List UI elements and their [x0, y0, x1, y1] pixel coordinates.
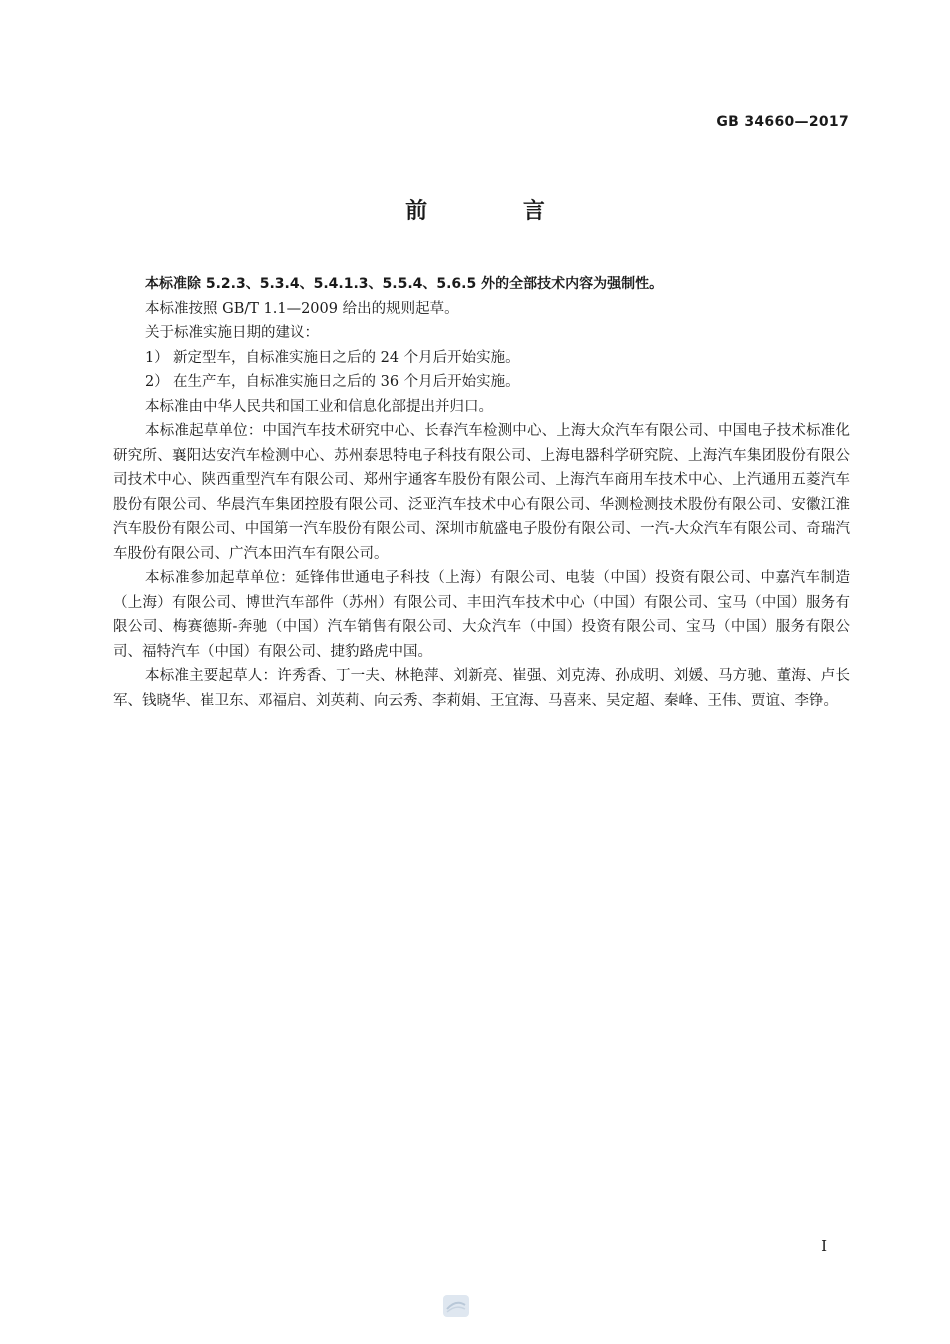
foreword-body	[113, 272, 850, 713]
list-item-number: 2）	[145, 374, 169, 390]
list-item-text: 新定型车，自标准实施日之后的 24 个月后开始实施。	[173, 349, 520, 366]
page-title: 前 言	[405, 199, 589, 224]
paragraph-proposer: 本标准由中华人民共和国工业和信息化部提出并归口。	[145, 398, 493, 415]
page-number: I	[821, 1237, 827, 1255]
list-item-text: 在生产车，自标准实施日之后的 36 个月后开始实施。	[173, 374, 520, 390]
standard-code: GB 34660—2017	[716, 114, 849, 130]
sac-logo-icon	[443, 1295, 469, 1317]
paragraph-participating-units: 本标准参加起草单位：延锋伟世通电子科技（上海）有限公司、电装（中国）投资有限公司、中嘉汽车制造（上海）有限公司、博世汽车部件（苏州）有限公司、丰田汽车技术中心（中国）有限公司、宝马（中国）服务有限公司、梅赛德斯-奔驰（中国）汽车销售有限公司、大众汽车（中国）投资有限公司、宝马（中国）服务有限公司、福特汽车（中国）有限公司、捷豹路虎中国。	[113, 570, 850, 660]
paragraph-main-drafters: 本标准主要起草人：许秀香、丁一夫、林艳萍、刘新亮、崔强、刘克涛、孙成明、刘媛、马方驰、董海、卢长军、钱晓华、崔卫东、邓福启、刘英莉、向云秀、李莉娟、王宜海、马喜来、吴定超、秦峰、王伟、贾谊、李铮。	[113, 668, 850, 709]
paragraph-implementation-intro: 关于标准实施日期的建议：	[145, 325, 319, 341]
list-item-number: 1）	[145, 349, 169, 366]
paragraph-drafting-units: 本标准起草单位：中国汽车技术研究中心、长春汽车检测中心、上海大众汽车有限公司、中国电子技术标准化研究所、襄阳达安汽车检测中心、苏州泰思特电子科技有限公司、上海电器科学研究院、上海汽车集团股份有限公司技术中心、陕西重型汽车有限公司、郑州宇通客车股份有限公司、上海汽车商用车技术中心、上汽通用五菱汽车股份有限公司、华晨汽车集团控股有限公司、泛亚汽车技术中心有限公司、华测检测技术股份有限公司、安徽江淮汽车股份有限公司、中国第一汽车股份有限公司、深圳市航盛电子股份有限公司、一汽-大众汽车有限公司、奇瑞汽车股份有限公司、广汽本田汽车有限公司。	[113, 423, 850, 562]
paragraph-drafting-rules: 本标准按照 GB/T 1.1—2009 给出的规则起草。	[145, 300, 459, 317]
list-item	[113, 346, 850, 371]
list-item	[113, 370, 850, 395]
paragraph-mandatory-scope: 本标准除 5.2.3、5.3.4、5.4.1.3、5.5.4、5.6.5 外的全部技术内容为强制性。	[145, 276, 664, 292]
